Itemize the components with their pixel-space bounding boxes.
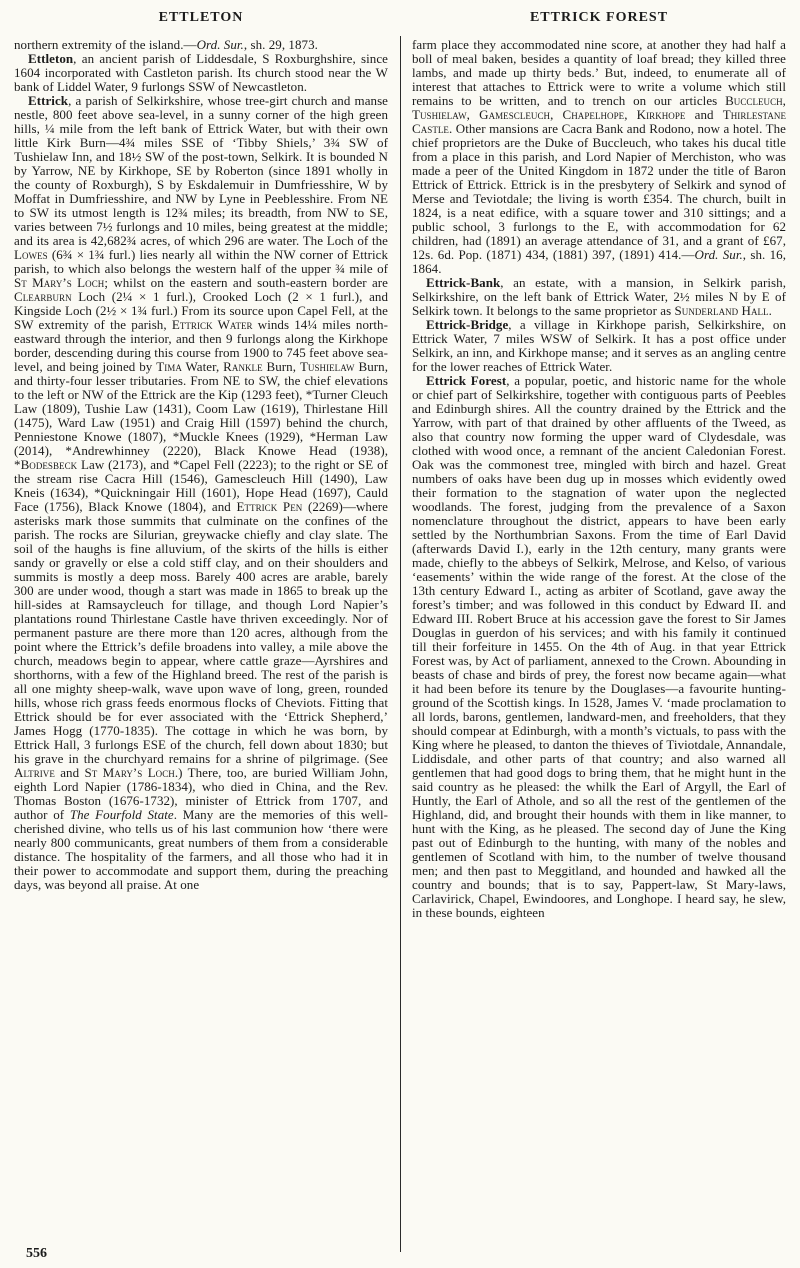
small-caps-text: Ettrick Water	[171, 317, 253, 332]
entry-name: Ettrick-Bridge	[426, 317, 509, 332]
column-divider	[400, 36, 401, 1252]
small-caps-text: Bodesbeck	[20, 457, 78, 472]
small-caps-text: St Mary’s Loch	[84, 765, 175, 780]
italic-text: The Fourfold State	[69, 807, 174, 822]
small-caps-text: Sunderland Hall	[674, 303, 769, 318]
small-caps-text: Buccleuch, Tushielaw, Gamescleuch, Chapelhope, Kirkhope	[412, 93, 786, 122]
italic-text: Ord. Sur.	[694, 247, 743, 262]
entry-name: Ettrick	[28, 93, 69, 108]
running-head-right: ETTRICK FOREST	[529, 10, 669, 25]
running-head-left: ETTLETON	[158, 10, 244, 25]
small-caps-text: Ettrick Pen	[236, 499, 303, 514]
right-column	[412, 38, 786, 1252]
small-caps-text: Altrive	[14, 765, 55, 780]
paragraph-continuation: northern extremity of the island.—Ord. Sur., sh. 29, 1873.	[14, 38, 318, 52]
entry-ettleton: Ettleton, an ancient parish of Liddesdale, S Roxburghshire, since 1604 incorporated with Castleton parish. Its church stood near the W bank of Liddel Water, 9 furlongs SSW of Newcastleton.	[14, 51, 388, 94]
left-column	[14, 38, 388, 1252]
entry-name: Ettrick-Bank	[426, 275, 501, 290]
small-caps-text: Tima	[156, 359, 182, 374]
small-caps-text: Rankle	[223, 359, 263, 374]
entry-ettrick-bridge: Ettrick-Bridge, a village in Kirkhope parish, Selkirkshire, on Ettrick Water, 7 miles WSW of Selkirk. It has a post office under Selkirk, an inn, and Kirkhope manse; and it serves as an angling centre for the lower reaches of Ettrick Water.	[412, 317, 786, 374]
entry-ettrick-forest: Ettrick Forest, a popular, poetic, and historic name for the whole or chief part of Selkirkshire, together with contiguous parts of Peebles and Edinburgh shires. All the country drained by the Ettrick and the Yarrow, with part of that drained by other affluents of the Tweed, as also that country now forming the upper ward of Clydesdale, was clothed with wood once, a remnant of the ancient Caledonian Forest. Oak was the commonest tree, mingled with birch and hazel. Great numbers of oaks have been dug up in mosses which evidently owed their formation to the stagnation of water upon the neglected woodlands. The forest, judging from the prevalence of a Saxon nomenclature throughout the district, appears to have been early settled by the Northumbrian Saxons. From the time of Earl David (afterwards David I.), early in the 12th century, many grants were made, chiefly to the abbeys of Selkirk, Melrose, and Kelso, of various ‘easements’ within the wide range of the forest. At the close of the 13th century Edward I., acting as arbiter of Scotland, gave away the forest’s timber; and was followed in this conduct by Edward II. and Edward III. Robert Bruce at his accession gave the forest to Sir James Douglas in guerdon of his services; and with his family it continued till their forfeiture in 1455. On the 4th of Aug. in that year Ettrick Forest was, by Act of parliament, annexed to the Crown. Abounding in beasts of chase and birds of prey, the forest now became again—what it had been before its tenure by the Douglases—a favourite hunting-ground of the Scottish kings. In 1528, James V. ‘made proclamation to all lords, barons, gentlemen, landward-men, and freeholders, that they should compear at Edinburgh, with a month’s victuals, to pass with the King where he pleased, to danton the thieves of Tiviotdale, Annandale, Liddisdale, and other parts of that country; and also warned all gentlemen that had good dogs to bring them, that he might hunt in the said country as he pleased: the whilk the Earl of Argyll, the Earl of Huntly, the Earl of Athole, and so all the rest of the gentlemen of the Highland, did, and brought their hounds with them in like manner, to hunt with the King, as he pleased. The second day of June the King past out of Edinburgh to the hunting, with many of the nobles and gentlemen of Scotland with him, to the number of twelve thousand men; and then past to Meggitland, and hounded and hawked all the country and bounds; that is to say, Pappert-law, St Mary-laws, Carlavirick, Chapel, Ewindoores, and Longhope. I heard say, he slew, in these bounds, eighteen	[412, 373, 786, 920]
page-number: 556	[26, 1246, 47, 1261]
small-caps-text: Tushielaw	[299, 359, 355, 374]
entry-ettrick-continued: farm place they accommodated nine score, at another they had half a boll of meal baken, besides a quantity of loaf bread; they killed three lambs, and made up thirty beds.’ But, indeed, to enumerate all of interest that attaches to Ettrick were to write a volume which still remains to be written, and to trench on our articles Buccleuch, Tushielaw, Gamescleuch, Chapelhope, Kirkhope and Thirlestane Castle. Other mansions are Cacra Bank and Rodono, now a hotel. The chief proprietors are the Duke of Buccleuch, who takes his ducal title from a place in this parish, and Lord Napier of Merchiston, who was made a peer of the United Kingdom in 1872 under the title of Baron Ettrick of Ettrick. Ettrick is in the presbytery of Selkirk and synod of Merse and Teviotdale; the living is worth £354. The church, built in 1824, is a neat edifice, with a square tower and 310 sittings; and a public school, 3 furlongs to the E, with accommodation for 62 children, had (1891) an average attendance of 31, and a grant of £67, 12s. 6d. Pop. (1871) 434, (1881) 397, (1891) 414.—Ord. Sur., sh. 16, 1864.	[412, 38, 786, 276]
entry-name: Ettleton	[28, 51, 74, 66]
small-caps-text: St Mary’s Loch	[14, 275, 105, 290]
small-caps-text: Lowes	[14, 247, 48, 262]
entry-ettrick-bank: Ettrick-Bank, an estate, with a mansion, in Selkirk parish, Selkirkshire, on the left bank of Ettrick Water, 2½ miles N by E of Selkirk town. It belongs to the same proprietor as Sunderland Hall.	[412, 275, 786, 318]
small-caps-text: Thirlestane Castle	[412, 107, 786, 136]
italic-text: Ord. Sur.	[196, 38, 244, 52]
small-caps-text: Clearburn	[14, 289, 72, 304]
entry-ettrick: Ettrick, a parish of Selkirkshire, whose tree-girt church and manse nestle, 800 feet above sea-level, in a sunny corner of the high green hills, ¼ mile from the left bank of Ettrick Water, but with their own little Kirk Burn—4¾ miles SSE of ‘Tibby Shiels,’ 3¾ SW of Tushielaw Inn, and 18½ SW of the post-town, Selkirk. It is bounded N by Yarrow, NE by Kirkhope, SE by Roberton (since 1891 wholly in the county of Roxburgh), S by Eskdalemuir in Dumfriesshire, W by Moffat in Dumfriesshire, and NW by Lyne in Peeblesshire. From NE to SW its utmost length is 12¾ miles; its breadth, from NW to SE, varies between 7½ furlongs and 10 miles, being greatest at the middle; and its area is 42,682¾ acres, of which 296 are water. The Loch of the Lowes (6¾ × 1¾ furl.) lies nearly all within the NW corner of Ettrick parish, to which also belongs the western half of the upper ¾ mile of St Mary’s Loch; whilst on the eastern and south-eastern border are Clearburn Loch (2¼ × 1 furl.), Crooked Loch (2 × 1 furl.), and Kingside Loch (2½ × 1¾ furl.) From its source upon Capel Fell, at the SW extremity of the parish, Ettrick Water winds 14¼ miles north-eastward through the interior, and then 9 furlongs along the Kirkhope border, descending during this course from 1900 to 745 feet above sea-level, and being joined by Tima Water, Rankle Burn, Tushielaw Burn, and thirty-four lesser tributaries. From NE to SW, the chief elevations to the left or NW of the Ettrick are the Kip (1293 feet), *Turner Cleuch Law (1809), Tushie Law (1431), Coom Law (1619), Thirlestane Hill (1475), Ward Law (1951) and Craig Hill (1597) behind the church, Penniestone Knowe (1807), *Muckle Knees (1929), *Herman Law (2014), *Andrewhinney (2220), Black Knowe Head (1938), *Bodesbeck Law (2173), and *Capel Fell (2223); to the right or SE of the stream rise Cacra Hill (1546), Gamescleuch Hill (1490), Law Kneis (1634), *Quickningair Hill (1601), Hope Head (1697), Cauld Face (1756), Black Knowe (1804), and Ettrick Pen (2269)—where asterisks mark those summits that culminate on the confines of the parish. The rocks are Silurian, greywacke chiefly and clay slate. The soil of the haughs is fine alluvium, of the skirts of the hills is either sandy or gravelly or else a cold stiff clay, and on their shoulders and summits is mostly a deep moss. Barely 400 acres are arable, barely 300 are under wood, though a start was made in 1865 to break up the hill-sides at Ramsaycleuch for tillage, and though Lord Napier’s plantations round Thirlestane Castle have thriven exceedingly. Nor of permanent pasture are there more than 120 acres, although from the point where the Ettrick’s defile broadens into valley, a mile above the church, meadows begin to appear, where cattle graze—Ayrshires and shorthorns, with a few of the Highland breed. The rest of the parish is all one mighty sheep-walk, wave upon wave of long, green, rounded hills, whose rich grass feeds enormous flocks of Cheviots. Fitting that Ettrick should be for ever associated with the ‘Ettrick Shepherd,’ James Hogg (1770-1835). The cottage in which he was born, by Ettrick Hall, 3 furlongs ESE of the church, fell down about 1830; but his grave in the churchyard remains for a shrine of pilgrimage. (See Altrive and St Mary’s Loch.) There, too, are buried William John, eighth Lord Napier (1786-1834), who died in China, and the Rev. Thomas Boston (1676-1732), minister of Ettrick from 1707, and author of The Fourfold State. Many are the memories of this well-cherished divine, who tells us of his last communion how ‘there were nearly 800 communicants, great numbers of them from a considerable distance. The hospitality of the farmers, and all those who had it in their power to accommodate and support them, during the preaching days, was beyond all praise. At one	[14, 93, 388, 892]
entry-name: Ettrick Forest	[426, 373, 507, 388]
